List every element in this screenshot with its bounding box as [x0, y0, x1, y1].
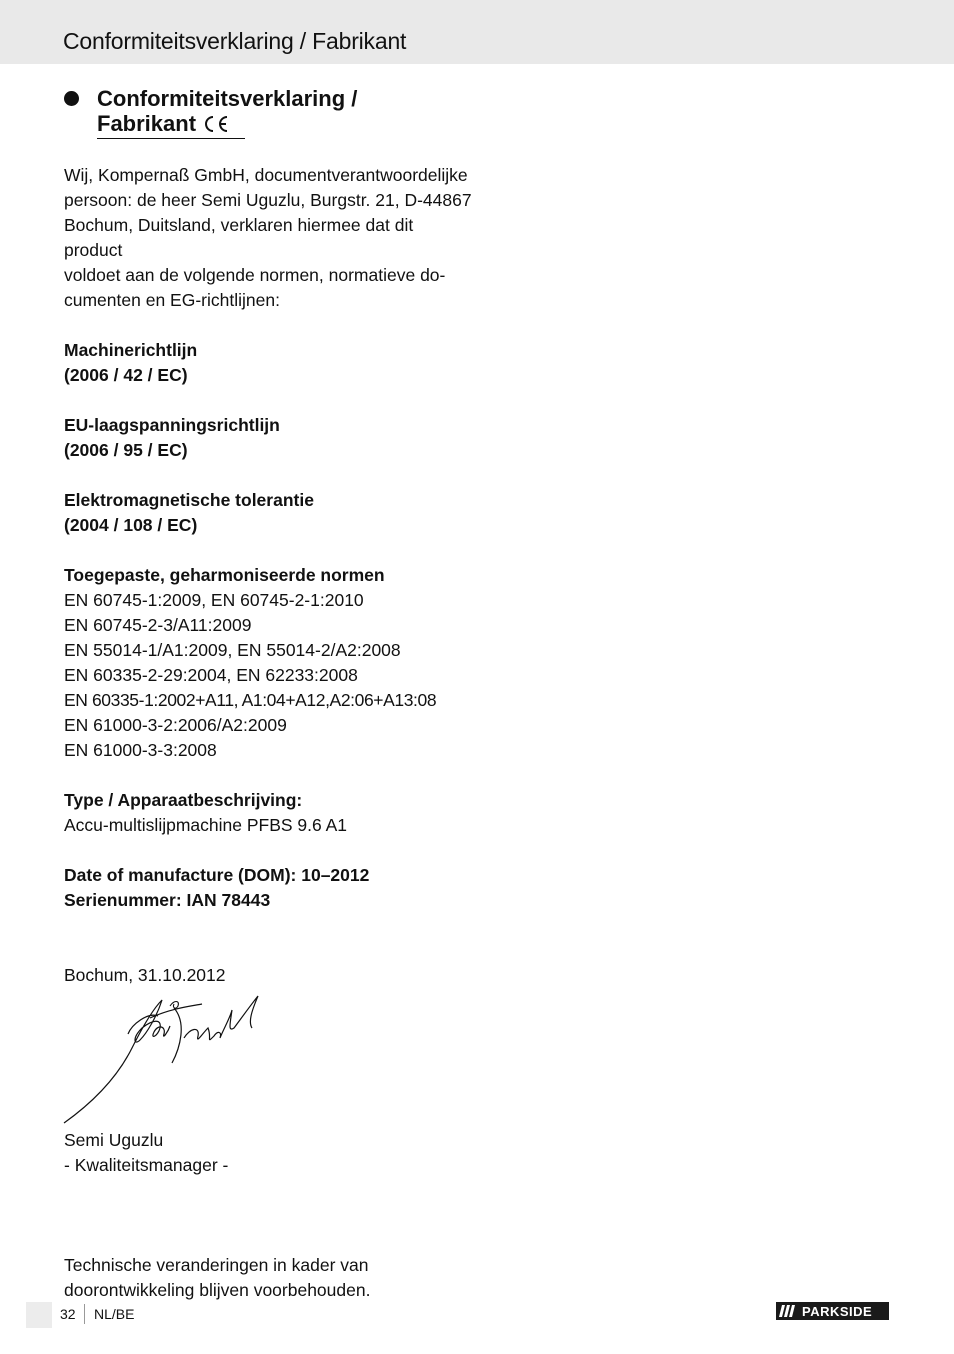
directive-code: (2006 / 95 / EC) [64, 440, 188, 460]
note-line: Technische veranderingen in kader van [64, 1255, 369, 1275]
directive-name: Machinerichtlijn [64, 340, 198, 360]
language-code: NL/BE [94, 1306, 135, 1322]
page-number: 32 [60, 1306, 76, 1322]
footer-divider [84, 1304, 85, 1324]
standard-line: EN 60335-2-29:2004, EN 62233:2008 [64, 665, 358, 685]
section-title-line2: Fabrikant [97, 111, 197, 136]
intro-line: Wij, Kompernaß GmbH, documentverantwoordelijke [64, 165, 468, 185]
signature-image [62, 988, 272, 1128]
standard-line: EN 55014-1/A1:2009, EN 55014-2/A2:2008 [64, 640, 401, 660]
section-title-line1: Conformiteitsverklaring / [97, 86, 358, 111]
directive-name: EU-laagspanningsrichtlijn [64, 415, 280, 435]
page-header-title: Conformiteitsverklaring / Fabrikant [63, 28, 407, 54]
signatory-name: Semi Uguzlu [64, 1130, 164, 1150]
standard-line: EN 60745-2-3/A11:2009 [64, 615, 252, 635]
parkside-logo [776, 1302, 889, 1320]
directive-code: (2006 / 42 / EC) [64, 365, 188, 385]
standards-title: Toegepaste, geharmoniseerde normen [64, 565, 385, 585]
standard-line: EN 60745-1:2009, EN 60745-2-1:2010 [64, 590, 364, 610]
directive-name: Elektromagnetische tolerantie [64, 490, 314, 510]
section-title-line2-wrap [97, 111, 230, 136]
standard-line: EN 61000-3-3:2008 [64, 740, 217, 760]
footer-page-box [26, 1302, 52, 1328]
ce-mark-icon [202, 114, 230, 134]
section-title [97, 86, 357, 136]
directive-code: (2004 / 108 / EC) [64, 515, 198, 535]
intro-line: voldoet aan de volgende normen, normatieve do- [64, 265, 446, 285]
heading-underline [97, 138, 245, 139]
intro-line: persoon: de heer Semi Uguzlu, Burgstr. 21, D-44867 [64, 190, 472, 210]
serial-number: Serienummer: IAN 78443 [64, 890, 271, 910]
signatory-role: - Kwaliteitsmanager - [64, 1155, 229, 1175]
note-line: doorontwikkeling blijven voorbehouden. [64, 1280, 371, 1300]
place-date: Bochum, 31.10.2012 [64, 965, 226, 985]
date-of-manufacture: Date of manufacture (DOM): 10–2012 [64, 865, 370, 885]
type-value: Accu-multislijpmachine PFBS 9.6 A1 [64, 815, 348, 835]
standard-line: EN 60335-1:2002+A11, A1:04+A12,A2:06+A13:08 [64, 690, 437, 710]
type-title: Type / Apparaatbeschrijving: [64, 790, 303, 810]
standard-line: EN 61000-3-2:2006/A2:2009 [64, 715, 287, 735]
intro-line: Bochum, Duitsland, verklaren hiermee dat dit product [64, 215, 414, 260]
brand-name: PARKSIDE [802, 1303, 873, 1319]
bullet-icon [64, 91, 79, 106]
brand-stripes-icon [776, 1302, 800, 1320]
intro-line: cumenten en EG-richtlijnen: [64, 290, 280, 310]
declaration-body [64, 163, 474, 1303]
